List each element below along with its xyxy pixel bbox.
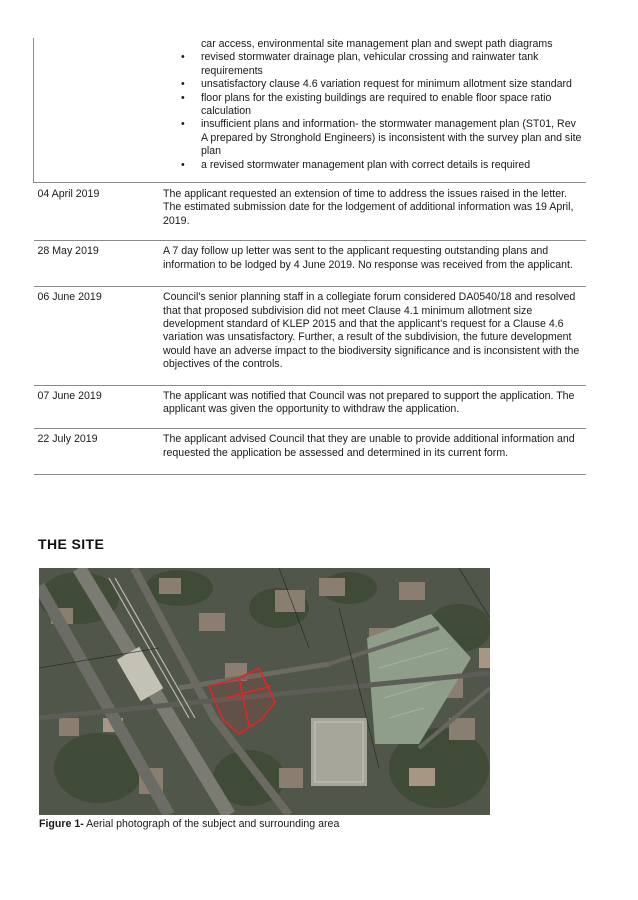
- aerial-photograph-image: [39, 568, 490, 815]
- table-row: [34, 287, 587, 385]
- list-item: • a revised stormwater management plan with correct details is required: [201, 159, 582, 172]
- list-item: • floor plans for the existing buildings are required to enable floor space ratio calculation: [201, 92, 582, 119]
- list-item: • unsatisfactory clause 4.6 variation request for minimum allotment size standard: [201, 78, 582, 91]
- table-row: [34, 241, 587, 287]
- table-row: [34, 183, 587, 241]
- table-row: [34, 385, 587, 429]
- event-date: 04 April 2019: [34, 183, 159, 241]
- event-description: A 7 day follow up letter was sent to the applicant requesting outstanding plans and information to be lodged by 4 June 2019. No response was received from the applicant.: [158, 241, 586, 287]
- list-item: • revised stormwater drainage plan, vehicular crossing and rainwater tank requirements: [201, 51, 582, 78]
- date-cell: [34, 38, 159, 183]
- section-heading: THE SITE: [38, 536, 105, 552]
- development-history-table: [33, 38, 586, 475]
- figure-caption-text: Aerial photograph of the subject and surrounding area: [83, 818, 340, 830]
- issues-list: [163, 38, 582, 172]
- aerial-photograph: [39, 568, 490, 815]
- table-row: [34, 38, 587, 183]
- event-description: The applicant advised Council that they are unable to provide additional information and requested the application be assessed and determined in its current form.: [158, 429, 586, 475]
- event-date: 28 May 2019: [34, 241, 159, 287]
- list-item: • insufficient plans and information- the stormwater management plan (ST01, Rev A prepared by Stronghold Engineers) is inconsistent with the survey plan and site plan: [201, 118, 582, 158]
- event-date: 06 June 2019: [34, 287, 159, 385]
- event-date: 22 July 2019: [34, 429, 159, 475]
- description-cell: [158, 38, 586, 183]
- figure-caption: [39, 818, 339, 830]
- event-description: The applicant was notified that Council was not prepared to support the application. The applicant was given the opportunity to withdraw the application.: [158, 385, 586, 429]
- event-description: Council's senior planning staff in a collegiate forum considered DA0540/18 and resolved that that proposed subdivision did not meet Clause 4.1 minimum allotment size development standard of KLEP 2015 and that the applicant's request for a Clause 4.6 variation was unsatisfactory. Further, a result of the subdivision, the future development would have an adverse impact to the biodiversity significance and is inconsistent with the objectives of the controls.: [158, 287, 586, 385]
- event-date: 07 June 2019: [34, 385, 159, 429]
- table-row: [34, 429, 587, 475]
- figure-label: Figure 1-: [39, 818, 84, 830]
- list-item: car access, environmental site management plan and swept path diagrams: [201, 38, 553, 50]
- event-description: The applicant requested an extension of time to address the issues raised in the letter. The estimated submission date for the lodgement of additional information was 19 April, 2019.: [158, 183, 586, 241]
